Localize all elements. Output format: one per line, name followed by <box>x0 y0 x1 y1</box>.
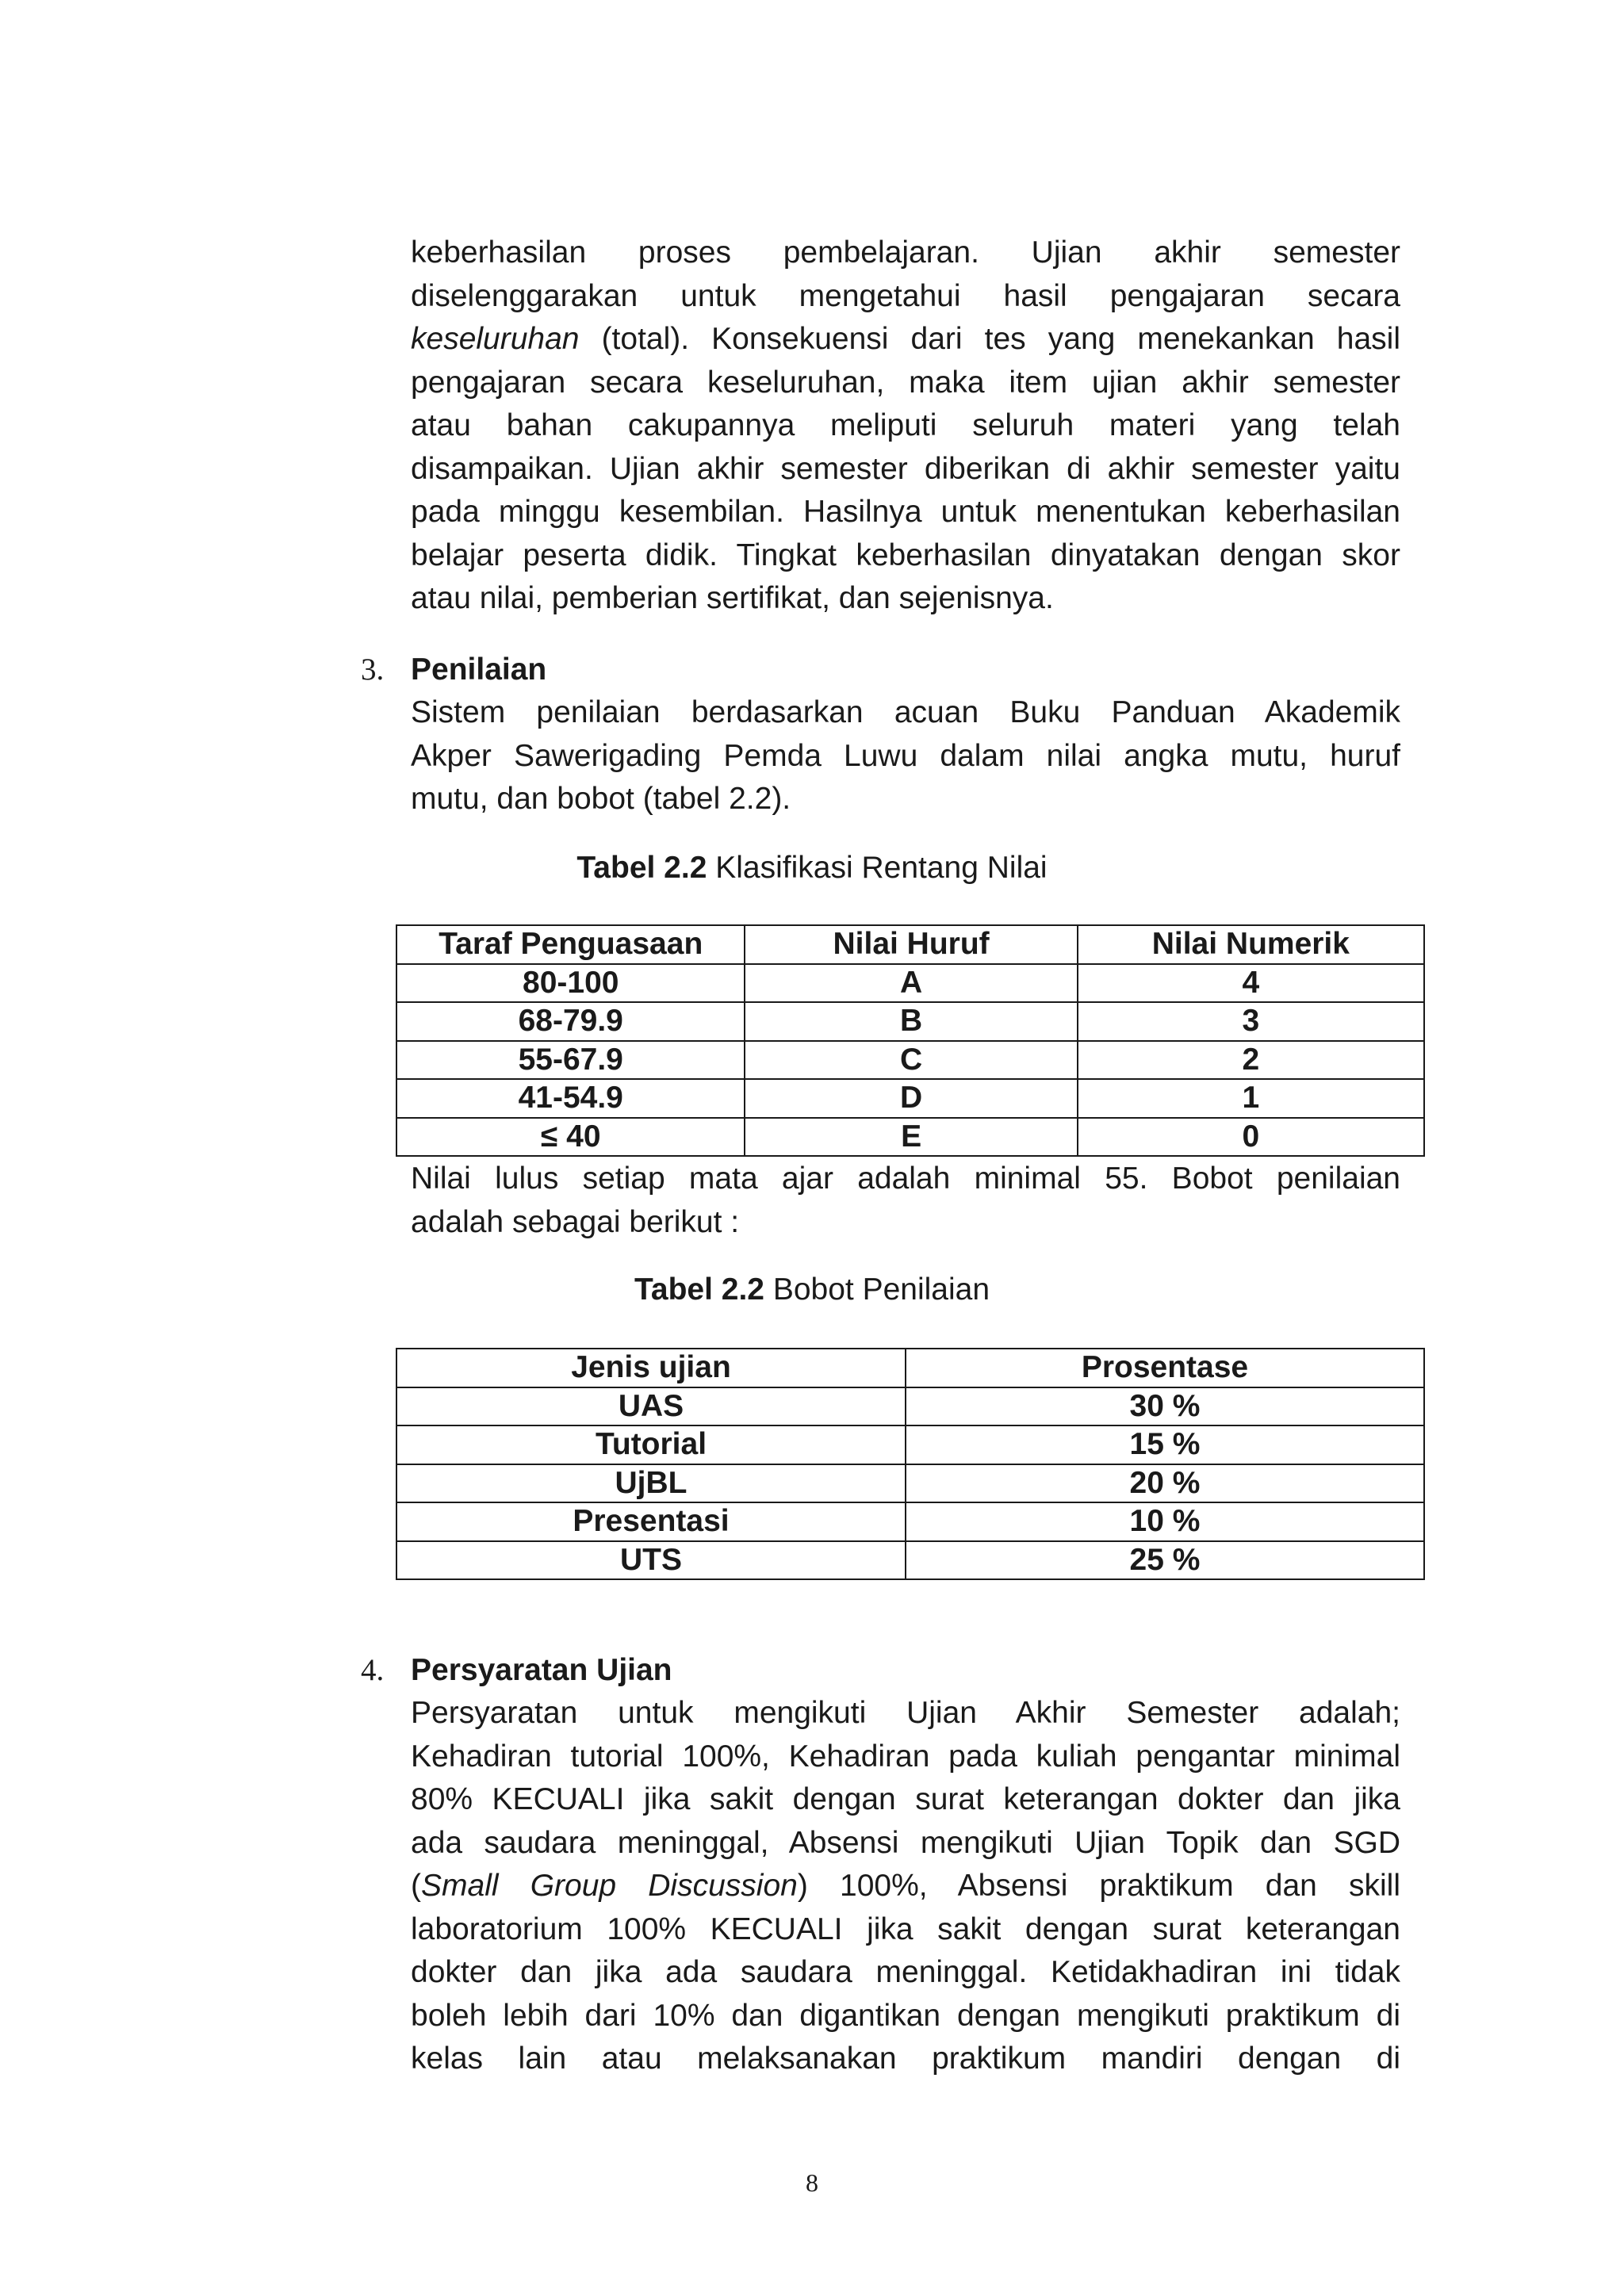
table-header-cell: Jenis ujian <box>396 1349 906 1387</box>
section-4-number: 4. <box>361 1653 385 1687</box>
intro-line-5: atau bahan cakupannya meliputi seluruh materi yang telah <box>411 408 1400 442</box>
table-row <box>396 1425 1424 1464</box>
table-cell: 20 % <box>906 1464 1424 1503</box>
section-4-line-7: dokter dan jika ada saudara meninggal. Ketidakhadiran ini tidak <box>411 1955 1400 1989</box>
section-4-line-1: Persyaratan untuk mengikuti Ujian Akhir Semester adalah; <box>411 1696 1400 1730</box>
table-row <box>396 1118 1424 1157</box>
section-4-line-8: boleh lebih dari 10% dan digantikan dengan mengikuti praktikum di <box>411 1998 1400 2033</box>
table-cell: 15 % <box>906 1425 1424 1464</box>
table-header-row <box>396 1349 1424 1387</box>
section-3-paragraph <box>411 691 1400 821</box>
section-4-line-3: 80% KECUALI jika sakit dengan surat keterangan dokter dan jika <box>411 1782 1400 1816</box>
table-header-cell: Nilai Numerik <box>1078 925 1424 964</box>
table-cell: B <box>745 1002 1077 1041</box>
table-cell: 0 <box>1078 1118 1424 1157</box>
section-4-line-5 <box>411 1865 1400 1908</box>
table-cell: 1 <box>1078 1079 1424 1118</box>
section-4-line-6: laboratorium 100% KECUALI jika sakit dengan surat keterangan <box>411 1911 1400 1946</box>
table-cell: E <box>745 1118 1077 1157</box>
section-4-line-2: Kehadiran tutorial 100%, Kehadiran pada kuliah pengantar minimal <box>411 1739 1400 1774</box>
intro-line-1: keberhasilan proses pembelajaran. Ujian akhir semester <box>411 235 1400 270</box>
table-header-cell: Nilai Huruf <box>745 925 1077 964</box>
table-cell: 55-67.9 <box>396 1041 745 1080</box>
table-cell: C <box>745 1041 1077 1080</box>
intro-line-3-text: (total). Konsekuensi dari tes yang menekankan hasil <box>601 322 1400 356</box>
table-cell: 30 % <box>906 1387 1424 1426</box>
table-row <box>396 1387 1424 1426</box>
section-3-line-1: Sistem penilaian berdasarkan acuan Buku Panduan Akademik <box>411 695 1400 729</box>
intro-paragraph <box>411 232 1400 621</box>
section-3-line-3: mutu, dan bobot (tabel 2.2). <box>411 782 791 816</box>
table-row <box>396 1002 1424 1041</box>
after-table-1-paragraph <box>411 1158 1400 1244</box>
section-4-title: Persyaratan Ujian <box>411 1653 672 1687</box>
table-1-caption-text: Klasifikasi Rentang Nilai <box>707 851 1048 885</box>
table-row <box>396 964 1424 1003</box>
assessment-weight-table <box>396 1348 1425 1580</box>
table-cell: 2 <box>1078 1041 1424 1080</box>
table-2-caption-label: Tabel 2.2 <box>634 1272 764 1307</box>
table-cell: UTS <box>396 1541 906 1580</box>
table-row <box>396 1502 1424 1541</box>
table-cell: A <box>745 964 1077 1003</box>
table-cell: Presentasi <box>396 1502 906 1541</box>
table-cell: Tutorial <box>396 1425 906 1464</box>
table-row <box>396 1541 1424 1580</box>
open-paren: ( <box>411 1869 421 1903</box>
table-2-caption-text: Bobot Penilaian <box>764 1272 990 1307</box>
table-cell: ≤ 40 <box>396 1118 745 1157</box>
table-cell: UjBL <box>396 1464 906 1503</box>
section-4-line-4: ada saudara meninggal, Absensi mengikuti Ujian Topik dan SGD <box>411 1825 1400 1860</box>
intro-line-7: pada minggu kesembilan. Hasilnya untuk menentukan keberhasilan <box>411 495 1400 529</box>
section-3-number: 3. <box>361 652 385 687</box>
intro-line-3 <box>411 318 1400 362</box>
section-4-line-9: kelas lain atau melaksanakan praktikum mandiri dengan di <box>411 2042 1400 2076</box>
intro-line-6: disampaikan. Ujian akhir semester diberikan di akhir semester yaitu <box>411 451 1400 486</box>
table-cell: D <box>745 1079 1077 1118</box>
table-header-row <box>396 925 1424 964</box>
grade-range-table <box>396 924 1425 1157</box>
table-row <box>396 1079 1424 1118</box>
section-4-paragraph <box>411 1692 1400 2081</box>
section-4-italic-phrase: Small Group Discussion <box>421 1869 798 1903</box>
section-3-title: Penilaian <box>411 652 547 687</box>
intro-line-2: diselenggarakan untuk mengetahui hasil pengajaran secara <box>411 278 1400 313</box>
table-cell: 80-100 <box>396 964 745 1003</box>
section-3-line-2: Akper Sawerigading Pemda Luwu dalam nilai angka mutu, huruf <box>411 738 1400 773</box>
section-4-line-5-text: ) 100%, Absensi praktikum dan skill <box>797 1869 1401 1903</box>
intro-line-4: pengajaran secara keseluruhan, maka item ujian akhir semester <box>411 365 1400 400</box>
intro-line-8: belajar peserta didik. Tingkat keberhasilan dinyatakan dengan skor <box>411 538 1400 572</box>
page-number: 8 <box>806 2168 818 2197</box>
after-table-1-line-2: adalah sebagai berikut : <box>411 1204 740 1239</box>
table-cell: 68-79.9 <box>396 1002 745 1041</box>
table-cell: UAS <box>396 1387 906 1426</box>
table-2-caption <box>0 1269 1624 1311</box>
table-row <box>396 1041 1424 1080</box>
table-header-cell: Prosentase <box>906 1349 1424 1387</box>
table-cell: 4 <box>1078 964 1424 1003</box>
after-table-1-line-1: Nilai lulus setiap mata ajar adalah minimal 55. Bobot penilaian <box>411 1161 1400 1196</box>
table-cell: 3 <box>1078 1002 1424 1041</box>
table-cell: 41-54.9 <box>396 1079 745 1118</box>
table-cell: 25 % <box>906 1541 1424 1580</box>
intro-italic-word: keseluruhan <box>411 322 580 356</box>
table-cell: 10 % <box>906 1502 1424 1541</box>
table-1-caption-label: Tabel 2.2 <box>576 851 707 885</box>
table-row <box>396 1464 1424 1503</box>
table-1-caption <box>0 847 1624 890</box>
table-header-cell: Taraf Penguasaan <box>396 925 745 964</box>
intro-line-9: atau nilai, pemberian sertifikat, dan sejenisnya. <box>411 581 1054 615</box>
